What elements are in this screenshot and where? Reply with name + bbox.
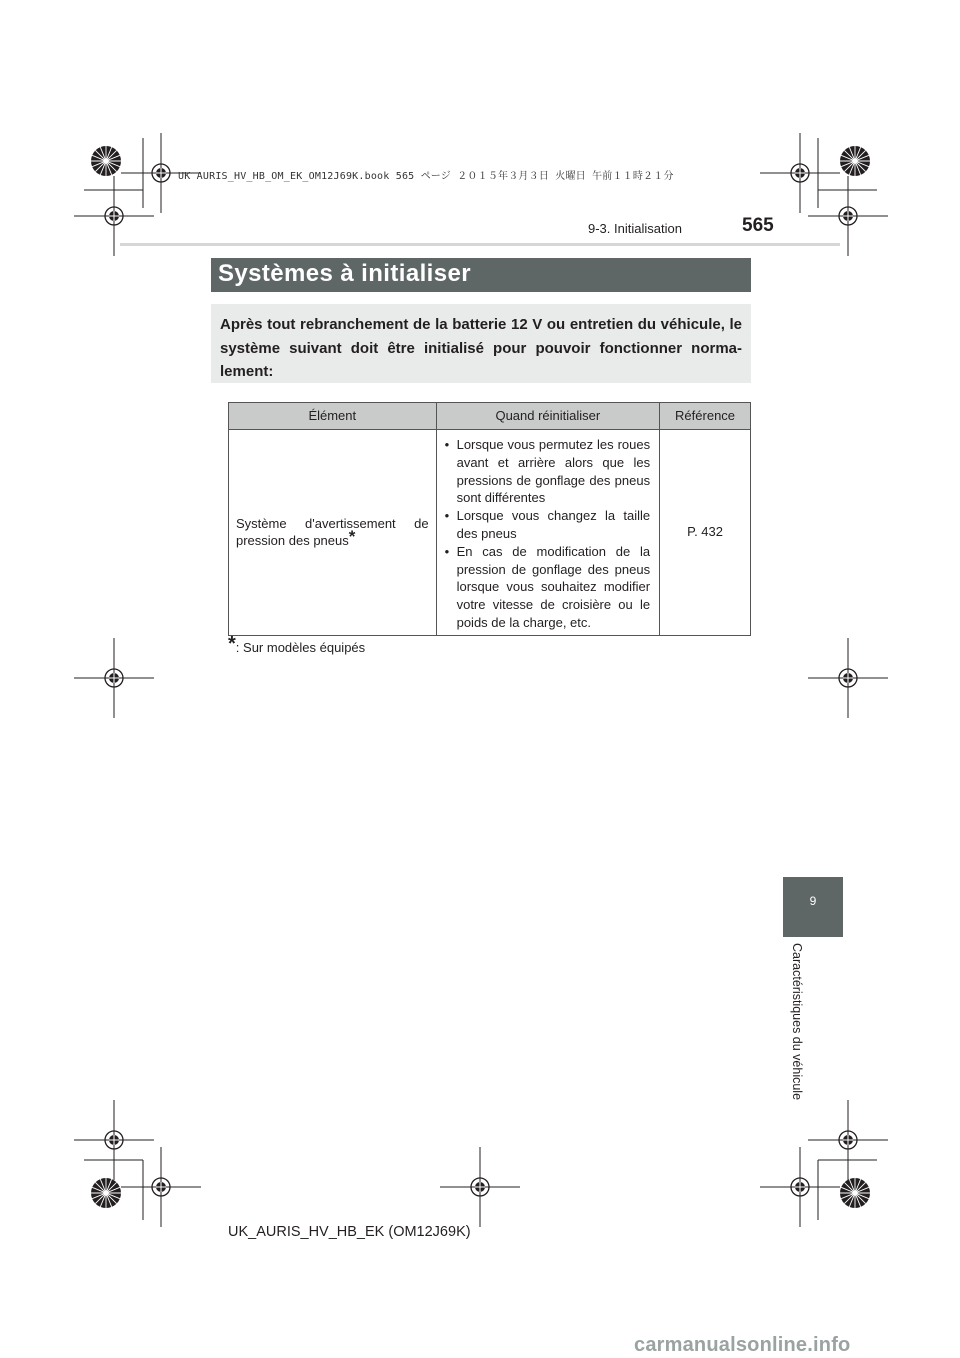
footnote-star: * <box>228 633 236 655</box>
page-number: 565 <box>742 215 774 236</box>
intro-box <box>211 304 751 383</box>
footer-code: UK_AURIS_HV_HB_EK (OM12J69K) <box>228 1224 471 1240</box>
chapter-label: Caractéristiques du véhicule <box>790 943 804 1101</box>
list-item <box>445 507 651 543</box>
chapter-number: 9 <box>809 894 817 908</box>
table-row <box>229 430 751 636</box>
when-text: Lorsque vous permutez les roues avant et arrière alors que les pressions de gonflage des pneus sont différentes <box>456 437 651 506</box>
list-item <box>445 436 651 507</box>
header-reference: Référence <box>660 403 751 430</box>
cell-when <box>436 430 660 636</box>
footnote <box>228 633 366 655</box>
cell-element <box>229 430 437 636</box>
header-element: Élément <box>229 403 437 430</box>
when-text: Lorsque vous changez la taille des pneus <box>456 508 651 541</box>
bullet-icon: • <box>444 543 450 559</box>
list-item <box>445 543 651 632</box>
header-when: Quand réinitialiser <box>436 403 660 430</box>
footnote-marker: * <box>348 527 356 547</box>
footnote-text: : Sur modèles équipés <box>235 640 366 655</box>
print-info: UK AURIS_HV_HB_OM_EK_OM12J69K.book 565 ページ ２０１５年３月３日 火曜日 午前１１時２１分 <box>178 171 674 182</box>
when-text: En cas de modification de la pression de gonflage des pneus lorsque vous souhaitez modifier votre vitesse de croisière ou le poids de la charge, etc. <box>456 543 651 630</box>
section-title: Systèmes à initialiser <box>211 258 751 292</box>
section-header: 9-3. Initialisation <box>588 221 682 236</box>
bullet-icon: • <box>444 508 450 524</box>
watermark: carmanualsonline.info <box>634 1334 851 1356</box>
init-table <box>228 402 751 636</box>
bullet-icon: • <box>444 437 450 452</box>
element-label: Système d'avertissement de pression des pneus <box>236 515 429 549</box>
header-rule <box>120 243 840 246</box>
intro-text: Après tout rebranchement de la batterie 12 V ou entretien du véhicule, le système suivant doit être initialisé pour pouvoir fonctionner norma-lement: <box>220 316 742 380</box>
cell-reference[interactable] <box>660 430 751 636</box>
chapter-tab[interactable] <box>783 877 843 937</box>
table-header-row <box>229 403 751 430</box>
reference-link[interactable]: P. 432 <box>687 524 723 540</box>
